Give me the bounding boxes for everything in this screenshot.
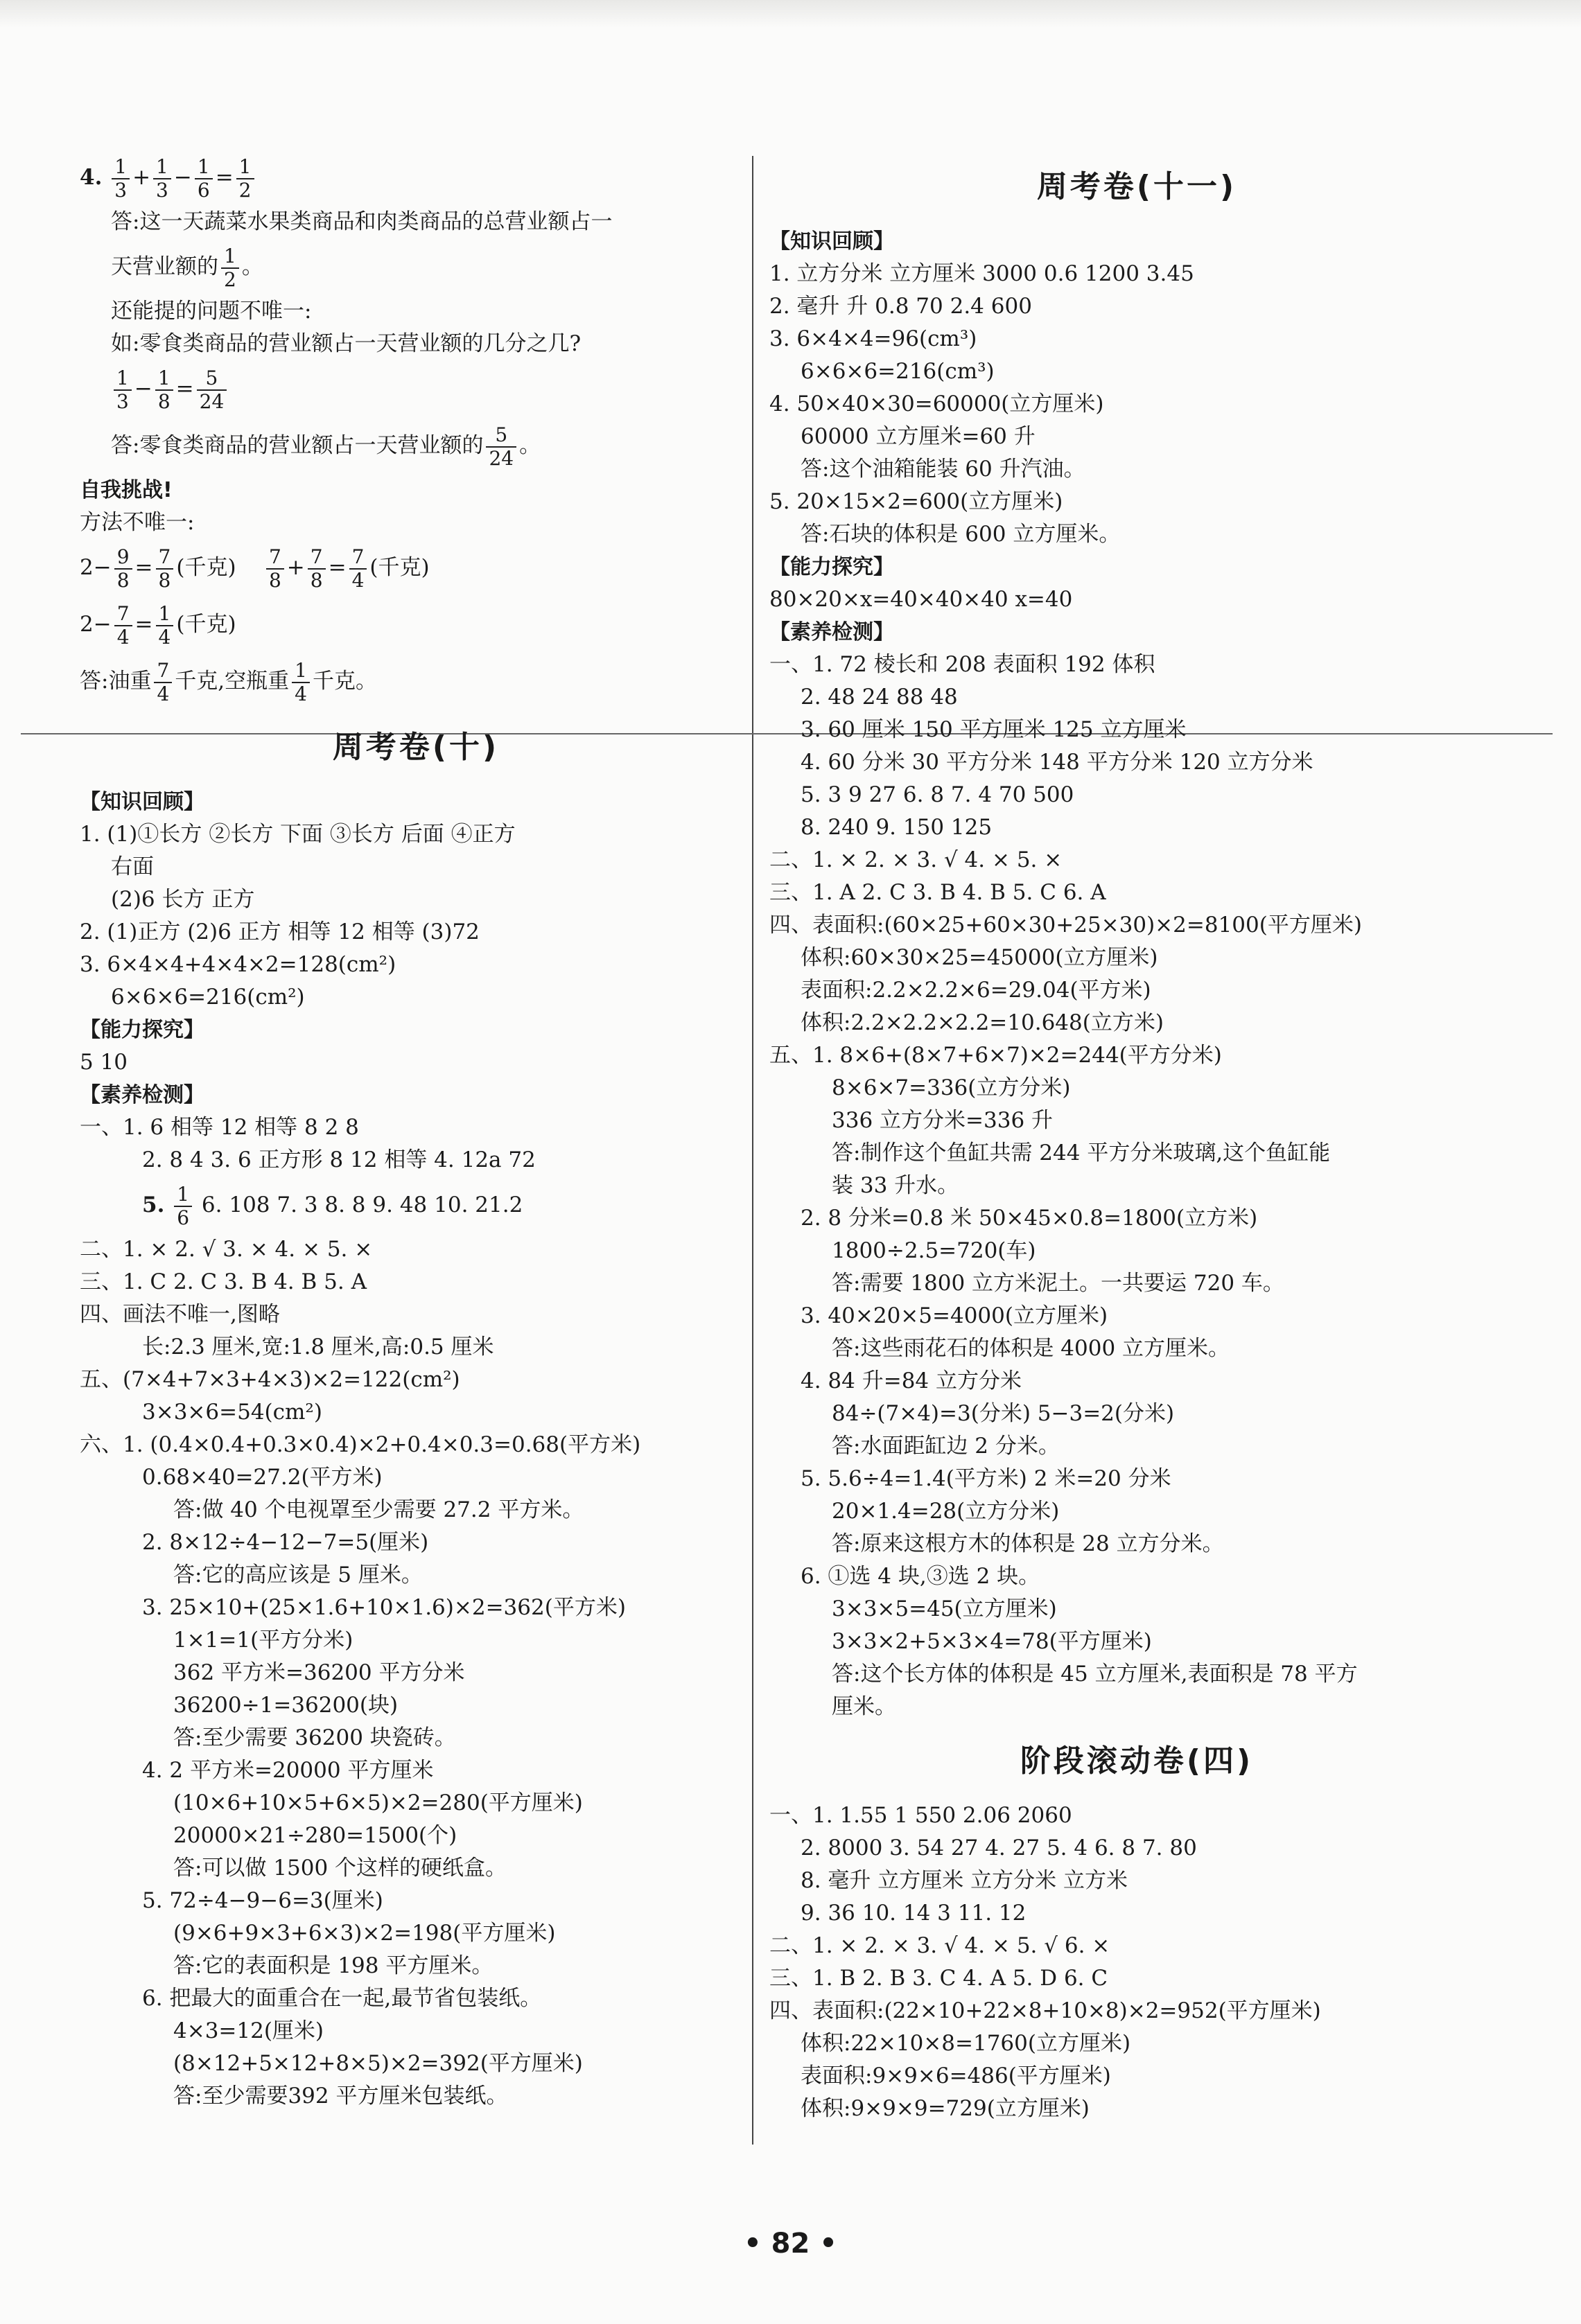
answer-line: (8×12+5×12+8×5)×2=392(平方厘米): [173, 2051, 583, 2076]
answer-line: 四、表面积:(22×10+22×8+10×8)×2=952(平方厘米): [769, 1998, 1321, 2023]
answer-list: [769, 225, 1504, 1723]
answer-line: 3. 6×4×4+4×4×2=128(cm²): [80, 952, 396, 977]
num: 7: [266, 546, 284, 570]
answer-line: 四、画法不唯一,图略: [80, 1302, 280, 1327]
den: 8: [310, 568, 323, 592]
text: 2−: [80, 555, 112, 580]
answer-line: 五、(7×4+7×3+4×3)×2=122(cm²): [80, 1367, 460, 1392]
fraction: [197, 367, 227, 413]
text: (千克): [369, 555, 430, 580]
answer-line: 1800÷2.5=720(车): [832, 1238, 1036, 1263]
fraction: [266, 546, 284, 592]
equation-line: 2− $\frac{9}{8}$ = $\frac{7}{8}$ (千克) $\frac{7}{8}$ + $\frac{7}{8}$ = $\frac{7}{4}$ (千克): [80, 545, 430, 592]
fraction: [308, 546, 326, 592]
answer-line: 6×6×6=216(cm³): [801, 359, 995, 384]
answer-line: 4. 2 平方米=20000 平方厘米: [142, 1758, 434, 1783]
equation-line: 2− $\frac{7}{4}$ = $\frac{1}{4}$ (千克): [80, 601, 236, 649]
fraction: [236, 156, 254, 202]
text: 。: [519, 433, 541, 458]
text: 5.: [142, 1192, 165, 1217]
answer-line: 8. 240 9. 150 125: [801, 815, 993, 840]
answer-line: 9. 36 10. 14 3 11. 12: [801, 1901, 1027, 1926]
answer-line: 1×1=1(平方分米): [173, 1628, 353, 1653]
fraction: [174, 1183, 192, 1229]
answer-line: 答:这个长方体的体积是 45 立方厘米,表面积是 78 平方: [832, 1662, 1358, 1687]
text: 答:油重: [80, 669, 152, 694]
answer-line: 80×20×x=40×40×40 x=40: [769, 587, 1073, 612]
fraction: [349, 546, 367, 592]
answer-line: 答:它的表面积是 198 平方厘米。: [173, 1953, 493, 1978]
answer-line: 3. 6×4×4=96(cm³): [769, 326, 977, 351]
answer-line: 长:2.3 厘米,宽:1.8 厘米,高:0.5 厘米: [142, 1335, 494, 1359]
q5-line: [80, 1177, 752, 1233]
section-heading: 【知识回顾】: [80, 790, 204, 814]
top-shadow: [0, 0, 1581, 28]
answer-line: 3. 40×20×5=4000(立方厘米): [801, 1303, 1108, 1328]
fraction: [195, 156, 213, 202]
fraction: [114, 546, 132, 592]
answer-list: [769, 1799, 1504, 2125]
num: 5: [197, 367, 227, 391]
answer-line: 2. 8 4 3. 6 正方形 8 12 相等 4. 12a 72: [142, 1147, 536, 1172]
answer-line: 1. 立方分米 立方厘米 3000 0.6 1200 3.45: [769, 261, 1194, 286]
section-heading: 【能力探究】: [80, 1018, 204, 1042]
num: 7: [156, 546, 174, 570]
challenge-heading: 自我挑战!: [80, 478, 173, 502]
answer-line: 5. 20×15×2=600(立方厘米): [769, 489, 1063, 514]
answer-line: 答:这个油箱能装 60 升汽油。: [801, 457, 1085, 482]
section-title: 阶段滚动卷(四): [1020, 1743, 1254, 1779]
num: 1: [236, 156, 254, 179]
answer-line: 厘米。: [832, 1694, 896, 1719]
answer-line: 装 33 升水。: [832, 1173, 959, 1198]
num: 1: [195, 156, 213, 179]
answer-line: (9×6+9×3+6×3)×2=198(平方厘米): [173, 1921, 556, 1946]
den: 8: [268, 568, 281, 592]
answer-line: 一、1. 6 相等 12 相等 8 2 8: [80, 1115, 359, 1140]
answer-line: 答:水面距缸边 2 分米。: [832, 1434, 1060, 1459]
answer-line: 4. 60 分米 30 平方分米 148 平方分米 120 立方分米: [801, 750, 1313, 775]
answer-line: 答:这些雨花石的体积是 4000 立方厘米。: [832, 1336, 1230, 1361]
den: 3: [114, 178, 128, 202]
fraction: [221, 245, 239, 291]
right-column: [769, 149, 1504, 2125]
answer-line: 4. 50×40×30=60000(立方厘米): [769, 391, 1104, 416]
answer-line: 3×3×5=45(立方厘米): [832, 1596, 1057, 1621]
num: 5: [486, 424, 516, 448]
text: 。: [241, 254, 263, 279]
answer-line: 6×6×6=216(cm²): [111, 985, 305, 1010]
answer-line: 5. 3 9 27 6. 8 7. 4 70 500: [801, 782, 1074, 807]
num: 1: [155, 367, 173, 391]
answer-line: 8×6×7=336(立方分米): [832, 1075, 1071, 1100]
den: 3: [116, 389, 129, 413]
answer-line: 84÷(7×4)=3(分米) 5−3=2(分米): [832, 1401, 1175, 1426]
answer-line: 二、1. × 2. × 3. √ 4. × 5. √ 6. ×: [769, 1933, 1110, 1958]
fraction: [292, 660, 310, 705]
num: 1: [153, 156, 171, 179]
answer-list: [80, 786, 752, 1177]
left-column: [80, 149, 752, 2113]
page-number: • 82 •: [744, 2228, 837, 2260]
num: 1: [156, 603, 174, 626]
answer-line: 3. 60 厘米 150 平方厘米 125 立方厘米: [801, 717, 1187, 742]
den: 4: [351, 568, 365, 592]
answer-line: 2. 毫升 升 0.8 70 2.4 600: [769, 294, 1032, 319]
den: 4: [116, 625, 130, 649]
num: 1: [292, 660, 310, 683]
text-line: 方法不唯一:: [80, 510, 195, 535]
section-heading: 【能力探究】: [769, 555, 894, 579]
answer-line: 答:原来这根方木的体积是 28 立方分米。: [832, 1531, 1224, 1556]
text: 6. 108 7. 3 8. 8 9. 48 10. 21.2: [195, 1192, 523, 1217]
answer-line: 336 立方分米=336 升: [832, 1108, 1054, 1133]
q4-equation: 4. $\frac{1}{3}$ + $\frac{1}{3}$ − $\frac{1}{6}$ = $\frac{1}{2}$: [80, 149, 752, 206]
answer-line: 20×1.4=28(立方分米): [832, 1499, 1060, 1524]
section-title: 周考卷(十一): [1036, 169, 1237, 204]
answer-line: 2. 8000 3. 54 27 4. 27 5. 4 6. 8 7. 80: [801, 1836, 1197, 1860]
answer-line: 6. 把最大的面重合在一起,最节省包装纸。: [142, 1986, 542, 2011]
answer-line: 答:至少需要392 平方厘米包装纸。: [173, 2084, 508, 2109]
answer-line: 36200÷1=36200(块): [173, 1693, 399, 1718]
den: 4: [158, 625, 171, 649]
answer-line: 一、1. 1.55 1 550 2.06 2060: [769, 1803, 1072, 1828]
den: 3: [156, 178, 168, 202]
den: 8: [157, 389, 171, 413]
answer-line: 3. 25×10+(25×1.6+10×1.6)×2=362(平方米): [142, 1595, 626, 1620]
answer-line: 3×3×6=54(cm²): [142, 1400, 322, 1425]
answer-line: 362 平方米=36200 平方分米: [173, 1660, 465, 1685]
answer-line: 5. 5.6÷4=1.4(平方米) 2 米=20 分米: [801, 1466, 1171, 1491]
answer-line: 8. 毫升 立方厘米 立方分米 立方米: [801, 1868, 1128, 1893]
equation-line: $\frac{1}{3}$ − $\frac{1}{8}$ = $\frac{5}{24}$: [80, 360, 752, 417]
answer-line: 答:制作这个鱼缸共需 244 平方分米玻璃,这个鱼缸能: [832, 1141, 1331, 1165]
den: 6: [177, 1206, 190, 1229]
answer-line: 答:石块的体积是 600 立方厘米。: [801, 522, 1121, 547]
num: 9: [114, 546, 132, 570]
fraction: [156, 546, 174, 592]
den: 24: [199, 389, 225, 413]
den: 4: [295, 682, 307, 705]
answer-line: 4×3=12(厘米): [173, 2018, 324, 2043]
answer-line: 二、1. × 2. √ 3. × 4. × 5. ×: [80, 1237, 373, 1262]
answer-line: 3×3×2+5×3×4=78(平方厘米): [832, 1629, 1152, 1654]
answer-line: 6. ①选 4 块,③选 2 块。: [801, 1564, 1040, 1589]
answer-line: 答:这一天蔬菜水果类商品和肉类商品的总营业额占一: [111, 209, 613, 234]
answer-line: 答:可以做 1500 个这样的硬纸盒。: [173, 1856, 507, 1881]
num: 7: [349, 546, 367, 570]
fraction: [112, 156, 130, 202]
text-line: 还能提的问题不唯一:: [111, 299, 312, 324]
answer-line: 2. (1)正方 (2)6 正方 相等 12 相等 (3)72: [80, 919, 480, 944]
den: 2: [238, 178, 252, 202]
fraction: [156, 603, 174, 649]
num: 7: [154, 660, 172, 683]
answer-line: 答:它的高应该是 5 厘米。: [173, 1562, 423, 1587]
answer-line: 体积:22×10×8=1760(立方厘米): [801, 2031, 1131, 2056]
den: 2: [224, 267, 236, 291]
fraction: [486, 424, 516, 470]
answer-line: [80, 653, 752, 710]
text: 答:零食类商品的营业额占一天营业额的: [111, 433, 484, 458]
answer-line: 体积:60×30×25=45000(立方厘米): [801, 945, 1158, 970]
text: (千克): [176, 612, 236, 637]
den: 8: [158, 568, 171, 592]
section-heading: 【素养检测】: [80, 1083, 204, 1107]
answer-line: 5. 72÷4−9−6=3(厘米): [142, 1888, 383, 1913]
num: 1: [174, 1183, 192, 1207]
answer-line: 20000×21÷280=1500(个): [173, 1823, 457, 1848]
den: 24: [489, 446, 514, 470]
answer-line: 0.68×40=27.2(平方米): [142, 1465, 383, 1490]
num: 1: [112, 156, 130, 179]
answer-line: 四、表面积:(60×25+60×30+25×30)×2=8100(平方厘米): [769, 913, 1362, 937]
text-line: 如:零食类商品的营业额占一天营业额的几分之几?: [111, 331, 582, 356]
answer-line: 五、1. 8×6+(8×7+6×7)×2=244(平方分米): [769, 1043, 1222, 1068]
fraction: [114, 367, 132, 413]
fraction: [154, 660, 172, 705]
answer-line: 体积:9×9×9=729(立方厘米): [801, 2096, 1090, 2121]
text: 天营业额的: [111, 254, 218, 279]
answer-line: (10×6+10×5+6×5)×2=280(平方厘米): [173, 1790, 583, 1815]
answer-line: 表面积:9×9×6=486(平方厘米): [801, 2063, 1111, 2088]
answer-line: 1. (1)①长方 ②长方 下面 ③长方 后面 ④正方: [80, 822, 516, 847]
den: 4: [157, 682, 170, 705]
answer-line: 答:需要 1800 立方米泥土。一共要运 720 车。: [832, 1271, 1284, 1296]
answer-line: [80, 238, 752, 295]
answer-line: 三、1. C 2. C 3. B 4. B 5. A: [80, 1269, 367, 1294]
answer-line: 答:做 40 个电视罩至少需要 27.2 平方米。: [173, 1497, 584, 1522]
answer-line: 答:至少需要 36200 块瓷砖。: [173, 1725, 456, 1750]
num: 1: [114, 367, 132, 391]
text: (千克): [176, 555, 236, 580]
answer-line: 三、1. A 2. C 3. B 4. B 5. C 6. A: [769, 880, 1106, 905]
answer-line: (2)6 长方 正方: [111, 887, 255, 912]
section-heading: 【知识回顾】: [769, 229, 894, 254]
answer-line: 二、1. × 2. × 3. √ 4. × 5. ×: [769, 847, 1063, 872]
q4-number: 4.: [80, 165, 103, 190]
answer-line: 4. 84 升=84 立方分米: [801, 1368, 1022, 1393]
answer-line: 5 10: [80, 1050, 128, 1075]
answer-line: 体积:2.2×2.2×2.2=10.648(立方米): [801, 1010, 1164, 1035]
answer-line: 三、1. B 2. B 3. C 4. A 5. D 6. C: [769, 1966, 1108, 1991]
section-title: 周考卷(十): [332, 730, 500, 765]
section-heading: 【素养检测】: [769, 620, 894, 644]
answer-line: 表面积:2.2×2.2×6=29.04(平方米): [801, 978, 1151, 1003]
answer-line: 一、1. 72 棱长和 208 表面积 192 体积: [769, 652, 1155, 677]
answer-line: 2. 8×12÷4−12−7=5(厘米): [142, 1530, 429, 1555]
answer-line: 2. 8 分米=0.8 米 50×45×0.8=1800(立方米): [801, 1206, 1258, 1231]
text: 千克,空瓶重: [175, 669, 290, 694]
text: 千克。: [312, 669, 377, 694]
answer-line: 60000 立方厘米=60 升: [801, 424, 1036, 449]
fraction: [114, 603, 132, 649]
num: 1: [221, 245, 239, 269]
answer-line: [80, 417, 752, 474]
fraction: [153, 156, 171, 202]
den: 8: [116, 568, 130, 592]
den: 6: [197, 178, 210, 202]
num: 7: [308, 546, 326, 570]
answer-list: [80, 1233, 752, 2113]
answer-line: 右面: [111, 854, 154, 879]
fraction: [155, 367, 173, 413]
text: 2−: [80, 612, 112, 637]
column-divider: [752, 156, 753, 2145]
answer-line: 六、1. (0.4×0.4+0.3×0.4)×2+0.4×0.3=0.68(平方米): [80, 1432, 641, 1457]
num: 7: [114, 603, 132, 626]
answer-line: 2. 48 24 88 48: [801, 685, 958, 710]
